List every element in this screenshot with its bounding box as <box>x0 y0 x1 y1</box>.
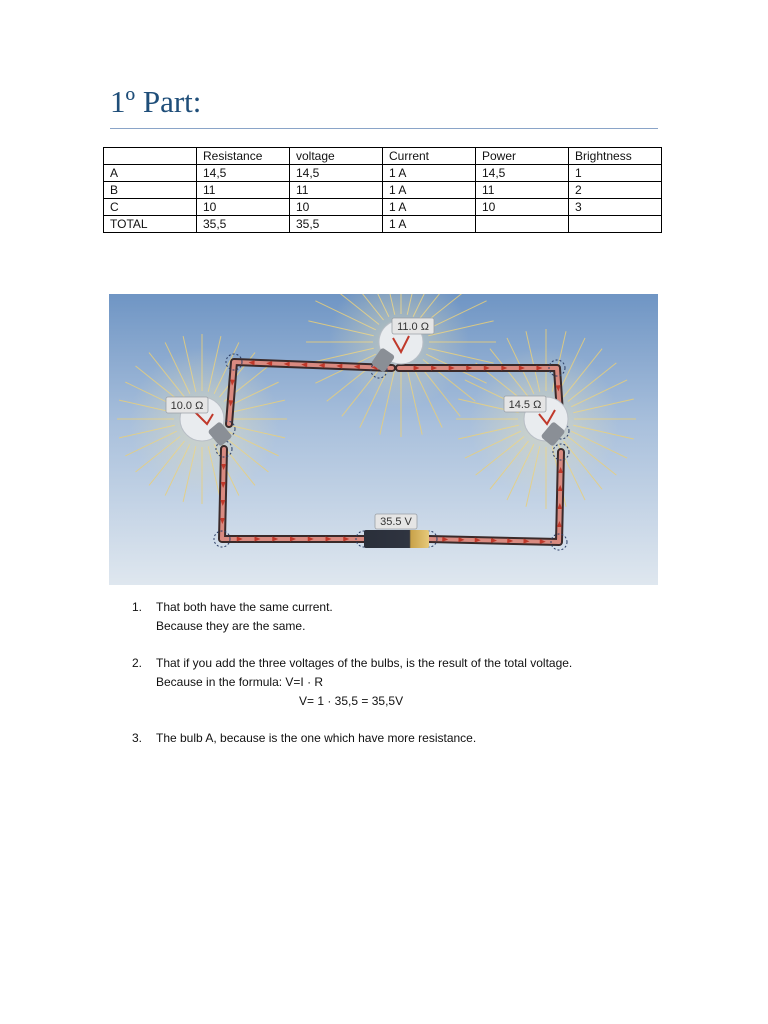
answer-text: That if you add the three voltages of the bulbs, is the result of the total voltage. <box>156 656 573 670</box>
answer-text: Because they are the same. <box>156 619 306 633</box>
battery <box>364 530 429 548</box>
table-cell: A <box>104 165 197 182</box>
title-divider <box>110 128 658 129</box>
table-header-cell <box>104 148 197 165</box>
table-cell: 10 <box>476 199 569 216</box>
battery-label: 35.5 V <box>380 516 412 528</box>
table-row <box>104 216 662 233</box>
table-row <box>104 182 662 199</box>
table-cell: 35,5 <box>197 216 290 233</box>
table-cell: 2 <box>569 182 662 199</box>
table-cell: 1 <box>569 165 662 182</box>
bulb-right-label: 14.5 Ω <box>508 399 542 411</box>
table-cell: 1 A <box>383 165 476 182</box>
table-row <box>104 199 662 216</box>
table-row <box>104 165 662 182</box>
answer-item <box>110 598 670 636</box>
answer-text: That both have the same current. <box>156 600 333 614</box>
bulb-top-label-box <box>392 318 434 334</box>
table-cell: 35,5 <box>290 216 383 233</box>
table-header-cell: voltage <box>290 148 383 165</box>
answers-list <box>110 598 670 766</box>
table-cell: 10 <box>290 199 383 216</box>
battery-label-box <box>375 514 417 529</box>
table-cell: B <box>104 182 197 199</box>
table-cell: 10 <box>197 199 290 216</box>
answer-item <box>110 729 670 748</box>
table-header-cell: Brightness <box>569 148 662 165</box>
bulb-left-label-box <box>166 397 208 413</box>
answer-item <box>110 654 670 711</box>
table-cell: 1 A <box>383 216 476 233</box>
table-cell: 11 <box>197 182 290 199</box>
table-cell: C <box>104 199 197 216</box>
circuit-photo <box>109 294 658 585</box>
table-header-cell: Resistance <box>197 148 290 165</box>
page-title: 1º Part: <box>110 84 202 119</box>
table-cell: 14,5 <box>290 165 383 182</box>
answer-number: 2. <box>132 656 143 670</box>
table-cell: 14,5 <box>197 165 290 182</box>
answer-number: 3. <box>132 731 143 745</box>
table-header-cell: Current <box>383 148 476 165</box>
table-cell: 14,5 <box>476 165 569 182</box>
table-header-row <box>104 148 662 165</box>
answer-formula: V= 1 · 35,5 = 35,5V <box>299 694 404 708</box>
table-header-cell: Power <box>476 148 569 165</box>
answer-text: The bulb A, because is the one which have more resistance. <box>156 731 477 745</box>
answer-number: 1. <box>132 600 143 614</box>
table-cell <box>476 216 569 233</box>
table-cell: 11 <box>290 182 383 199</box>
table-cell: 11 <box>476 182 569 199</box>
table-cell: 1 A <box>383 199 476 216</box>
bulb-left-label: 10.0 Ω <box>170 400 204 412</box>
table-cell <box>569 216 662 233</box>
bulb-top-label: 11.0 Ω <box>397 321 429 333</box>
bulb-right-label-box <box>504 396 546 412</box>
results-table <box>103 147 662 233</box>
table-cell: TOTAL <box>104 216 197 233</box>
table-cell: 3 <box>569 199 662 216</box>
table-cell: 1 A <box>383 182 476 199</box>
answer-text: Because in the formula: V=I · R <box>156 675 324 689</box>
